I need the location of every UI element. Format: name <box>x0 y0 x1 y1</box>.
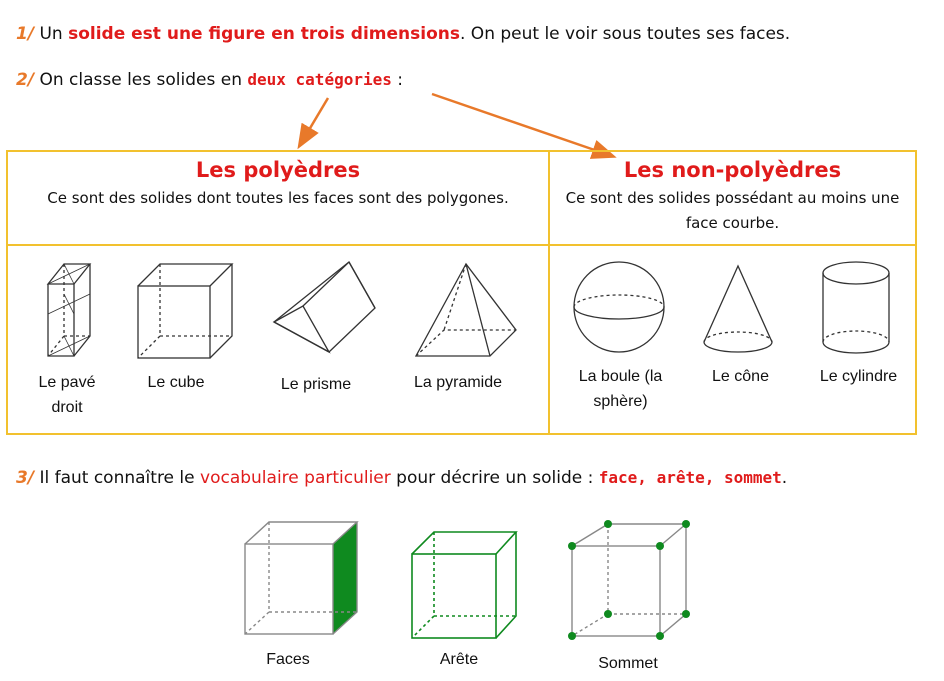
vocab-line <box>16 468 787 488</box>
vocab-text-c: . <box>781 468 788 488</box>
label-arete: Arête <box>439 651 479 668</box>
table-row-divider <box>8 244 915 246</box>
vocab-highlight: vocabulaire particulier <box>200 468 391 488</box>
label-pave-droit: Le pavé droit <box>38 374 96 416</box>
categories-table <box>6 150 917 435</box>
label-prisme: Le prisme <box>280 376 352 393</box>
label-faces: Faces <box>266 651 310 668</box>
label-cone: Le cône <box>712 368 769 385</box>
line2-text-a: On classe les solides en <box>39 70 242 90</box>
arete-cube-drawing <box>410 530 520 642</box>
boule-drawing <box>572 260 668 356</box>
label-boule: La boule (la sphère) <box>578 368 663 410</box>
intro-line-1 <box>16 24 790 44</box>
polyedres-description: Ce sont des solides dont toutes les faces sont des polygones. <box>47 189 509 207</box>
step-number-2: 2/ <box>16 70 35 90</box>
line1-highlight: solide est une figure en trois dimensions <box>68 24 460 44</box>
step-number-3: 3/ <box>16 468 35 488</box>
faces-cube-drawing <box>243 520 361 640</box>
label-cylindre: Le cylindre <box>819 368 898 385</box>
polyedres-title: Les polyèdres <box>195 158 361 182</box>
sommet-cube-drawing <box>566 518 694 642</box>
arrow-to-polyedres <box>300 98 328 145</box>
label-pyramide: La pyramide <box>413 374 503 391</box>
line1-text-a: Un <box>39 24 63 44</box>
step-number-1: 1/ <box>16 24 35 44</box>
label-sommet: Sommet <box>598 655 658 672</box>
prisme-drawing <box>271 260 381 355</box>
line1-text-b: . On peut le voir sous toutes ses faces. <box>460 24 791 44</box>
non-polyedres-title: Les non-polyèdres <box>623 158 842 182</box>
label-cube: Le cube <box>147 374 205 391</box>
non-polyedres-description: Ce sont des solides possédant au moins une face courbe. <box>565 189 900 232</box>
vocab-text-a: Il faut connaître le <box>39 468 195 488</box>
pyramide-drawing <box>414 262 519 360</box>
arrow-to-non-polyedres <box>432 94 612 156</box>
pave-droit-drawing <box>44 260 94 360</box>
cylindre-drawing <box>820 260 892 356</box>
table-column-divider <box>548 152 550 433</box>
line2-text-b: : <box>397 70 404 90</box>
vocab-text-b: pour décrire un solide : <box>396 468 594 488</box>
vocab-terms: face, arête, sommet <box>598 468 782 487</box>
line2-highlight: deux catégories <box>247 70 392 89</box>
cone-drawing <box>702 264 774 356</box>
intro-line-2 <box>16 70 403 90</box>
cube-drawing <box>136 262 236 362</box>
